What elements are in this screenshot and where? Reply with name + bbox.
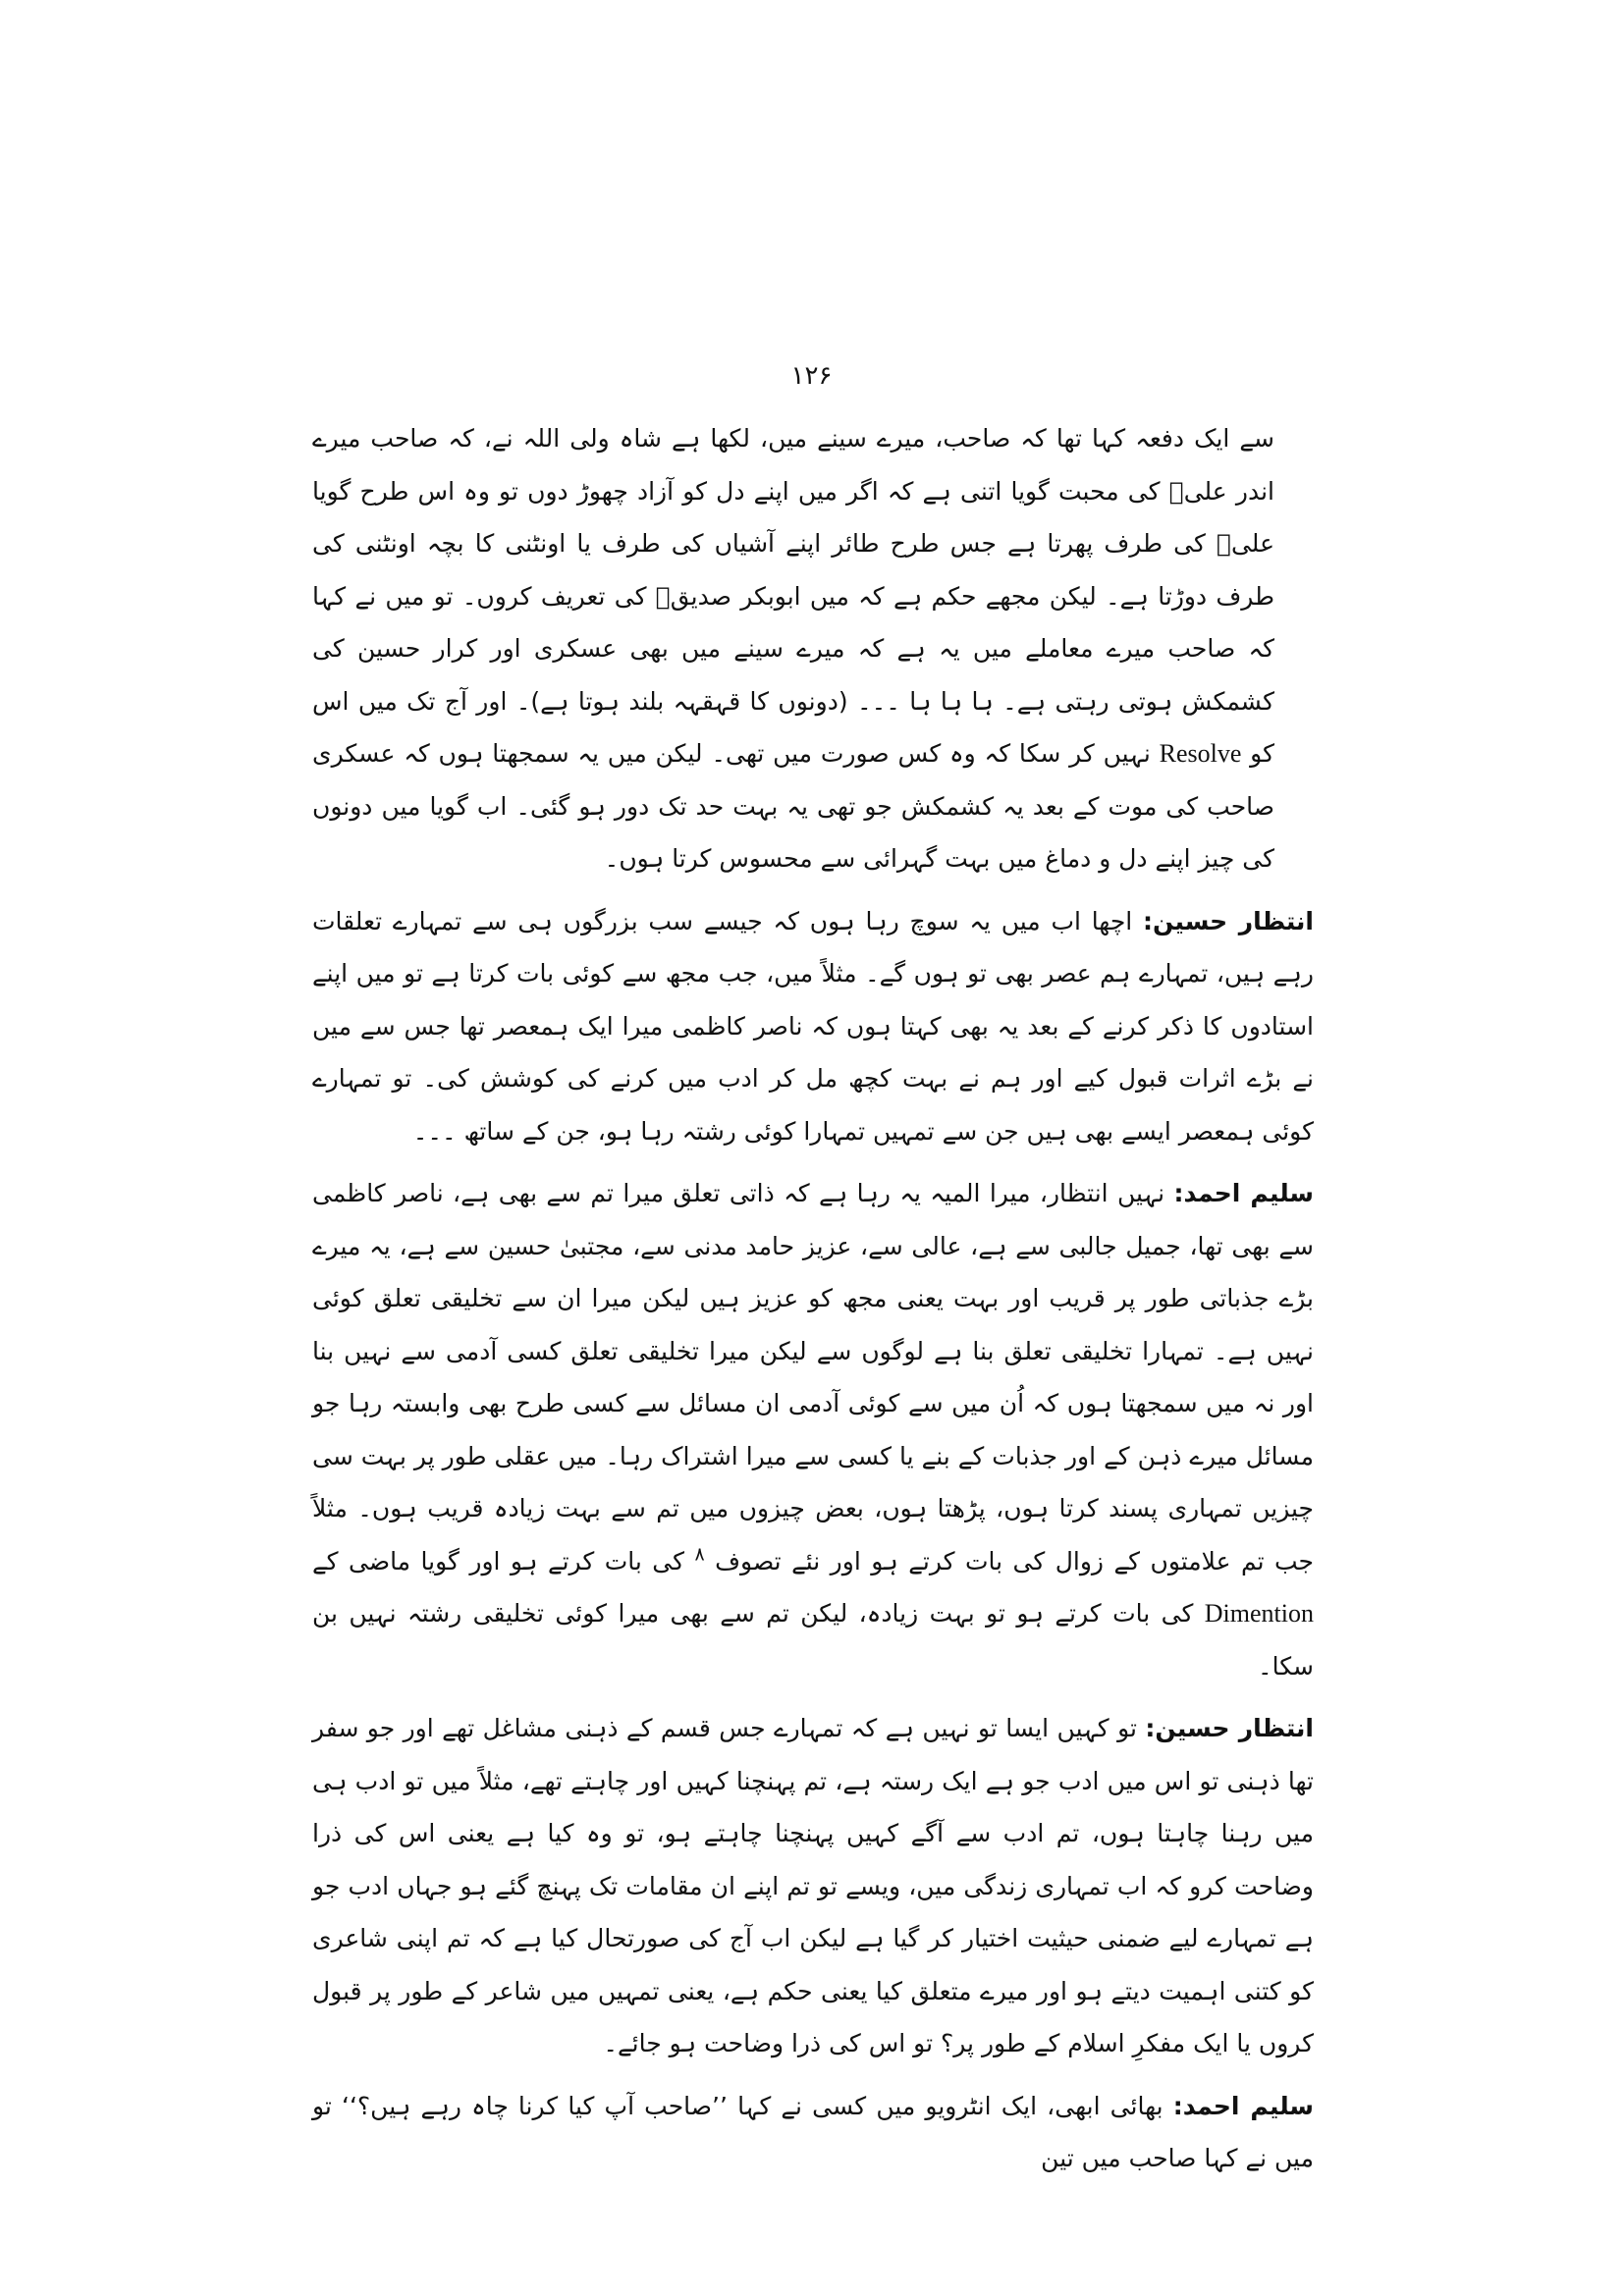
paragraph <box>312 2080 1314 2185</box>
paragraph-text: اچھا اب میں یہ سوچ رہا ہوں کہ جیسے سب بزرگوں ہی سے تمہارے تعلقات رہے ہیں، تمہارے ہم عصر بھی تو ہوں گے۔ مثلاً میں، جب مجھ سے کوئی بات کرتا ہے تو میں اپنے استادوں کا ذکر کرنے کے بعد یہ بھی کہتا ہوں کہ ناصر کاظمی میرا ایک ہمعصر تھا جس سے میں نے بڑے اثرات قبول کیے اور ہم نے بہت کچھ مل کر ادب میں کرنے کی کوشش کی۔ تو تمہارے کوئی ہمعصر ایسے بھی ہیں جن سے تمہیں تمہارا کوئی رشتہ رہا ہو، جن کے ساتھ ۔۔۔ <box>312 906 1314 1146</box>
speaker-name: انتظار حسین: <box>1145 1714 1314 1742</box>
english-term: Dimention <box>1204 1599 1314 1628</box>
speaker-name: سلیم احمد: <box>1173 1179 1314 1207</box>
body-text <box>312 412 1314 2195</box>
paragraph <box>312 895 1314 1158</box>
speaker-name: سلیم احمد: <box>1172 2091 1315 2120</box>
paragraph-text: بھائی ابھی، ایک انٹرویو میں کسی نے کہا ’’صاحب آپ کیا کرنا چاہ رہے ہیں؟‘‘ تو میں نے کہا صاحب میں تین <box>312 2091 1314 2172</box>
paragraph <box>312 412 1314 885</box>
paragraph <box>312 1702 1314 2070</box>
paragraph-text: کی بات کرتے ہو تو بہت زیادہ، لیکن تم سے بھی میرا کوئی تخلیقی رشتہ نہیں بن سکا۔ <box>312 1599 1314 1681</box>
paragraph <box>312 1167 1314 1692</box>
paragraph-text: تو کہیں ایسا تو نہیں ہے کہ تمہارے جس قسم کے ذہنی مشاغل تھے اور جو سفر تھا ذہنی تو اس میں ادب جو ہے ایک رستہ ہے، تم پہنچنا کہیں اور چاہتے تھے، مثلاً میں تو ادب ہی میں رہنا چاہتا ہوں، تم ادب سے آگے کہیں پہنچنا چاہتے ہو، تو وہ کیا ہے یعنی اس کی ذرا وضاحت کرو کہ اب تمہاری زندگی میں، ویسے تو تم اپنے ان مقامات تک پہنچ گئے ہو جہاں ادب جو ہے تمہارے لیے ضمنی حیثیت اختیار کر گیا ہے لیکن اب آج کی صورتحال کیا ہے کہ تم اپنی شاعری کو کتنی اہمیت دیتے ہو اور میرے متعلق کیا یعنی حکم ہے، یعنی تمہیں میں شاعر کے طور پر قبول کروں یا ایک مفکرِ اسلام کے طور پر؟ تو اس کی ذرا وضاحت ہو جائے۔ <box>312 1714 1314 2057</box>
paragraph-text: نہیں انتظار، میرا المیہ یہ رہا ہے کہ ذاتی تعلق میرا تم سے بھی ہے، ناصر کاظمی سے بھی تھا، جمیل جالبی سے ہے، عالی سے، عزیز حامد مدنی سے، مجتبیٰ حسین سے ہے، یہ میرے بڑے جذباتی طور پر قریب اور بہت یعنی مجھ کو عزیز ہیں لیکن میرا ان سے تخلیقی تعلق کوئی نہیں ہے۔ تمہارا تخلیقی تعلق بنا ہے لوگوں سے لیکن میرا تخلیقی تعلق کسی آدمی سے نہیں بنا اور نہ میں سمجھتا ہوں کہ اُن میں سے کوئی آدمی ان مسائل سے کسی طرح بھی وابستہ رہا جو مسائل میرے ذہن کے اور جذبات کے بنے یا کسی سے میرا اشتراک رہا۔ میں عقلی طور پر بہت سی چیزیں تمہاری پسند کرتا ہوں، پڑھتا ہوں، بعض چیزوں میں تم سے بہت زیادہ قریب ہوں۔ مثلاً جب تم علامتوں کے زوال کی بات کرتے ہو اور نئے تصوف <box>312 1179 1315 1575</box>
paragraph-text: سے ایک دفعہ کہا تھا کہ صاحب، میرے سینے میں، لکھا ہے شاہ ولی اللہ نے، کہ صاحب میرے اندر علیؓ کی محبت گویا اتنی ہے کہ اگر میں اپنے دل کو آزاد چھوڑ دوں تو وہ اس طرح گویا علیؓ کی طرف پھرتا ہے جس طرح طائر اپنے آشیاں کی طرف یا اونٹنی کا بچہ اونٹنی کی طرف دوڑتا ہے۔ لیکن مجھے حکم ہے کہ میں ابوبکر صدیقؓ کی تعریف کروں۔ تو میں نے کہا کہ صاحب میرے معاملے میں یہ ہے کہ میرے سینے میں بھی عسکری اور کرار حسین کی کشمکش ہوتی رہتی ہے۔ ہا ہا ہا ۔۔۔ (دونوں کا قہقہہ بلند ہوتا ہے)۔ اور آج تک میں اس کو <box>312 424 1275 768</box>
paragraph-text: کی بات کرتے ہو اور گویا ماضی کے <box>312 1546 695 1575</box>
paragraph-text: نہیں کر سکا کہ وہ کس صورت میں تھی۔ لیکن میں یہ سمجھتا ہوں کہ عسکری صاحب کی موت کے بعد یہ کشمکش جو تھی یہ بہت حد تک دور ہو گئی۔ اب گویا میں دونوں کی چیز اپنے دل و دماغ میں بہت گہرائی سے محسوس کرتا ہوں۔ <box>312 739 1274 873</box>
footnote-reference: ۸ <box>694 1543 705 1566</box>
page-number: ۱۲۶ <box>790 361 833 391</box>
speaker-name: انتظار حسین: <box>1143 906 1314 935</box>
english-term: Resolve <box>1159 739 1242 768</box>
